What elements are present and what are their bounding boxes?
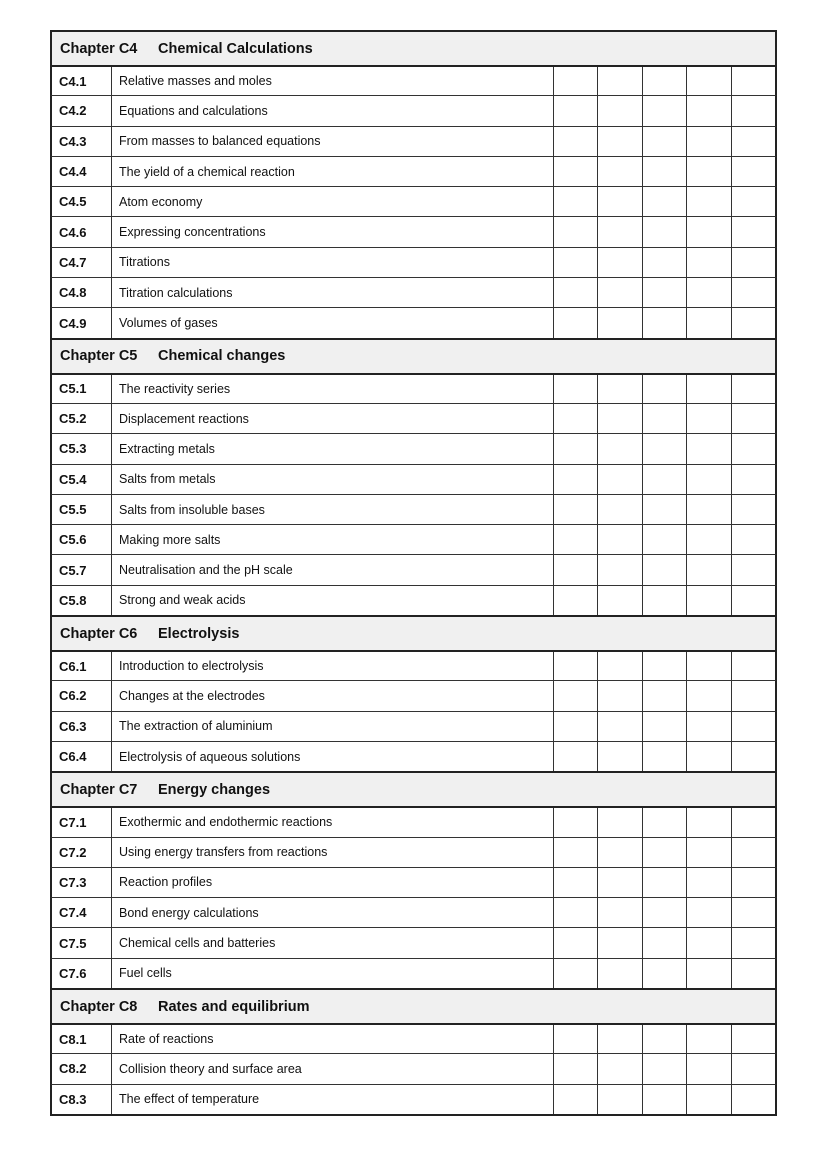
- tick-box[interactable]: [554, 681, 598, 710]
- tick-box[interactable]: [643, 742, 687, 771]
- topic-code: C7.5: [52, 928, 112, 957]
- topic-row: [50, 554, 777, 584]
- topic-code: C7.6: [52, 959, 112, 988]
- tick-box[interactable]: [598, 838, 642, 867]
- topic-title: Titration calculations: [112, 278, 554, 307]
- tick-box[interactable]: [554, 217, 598, 246]
- tick-box[interactable]: [554, 96, 598, 125]
- tick-box[interactable]: [687, 278, 731, 307]
- tick-box[interactable]: [687, 681, 731, 710]
- tick-box[interactable]: [598, 465, 642, 494]
- tick-box[interactable]: [598, 404, 642, 433]
- tick-box[interactable]: [732, 959, 775, 988]
- tick-box[interactable]: [732, 187, 775, 216]
- topic-title: The effect of temperature: [112, 1085, 554, 1114]
- tick-box[interactable]: [643, 681, 687, 710]
- tick-box[interactable]: [687, 248, 731, 277]
- tick-box[interactable]: [598, 928, 642, 957]
- tick-box[interactable]: [732, 928, 775, 957]
- tick-box[interactable]: [732, 681, 775, 710]
- topic-title: Changes at the electrodes: [112, 681, 554, 710]
- tick-box[interactable]: [643, 187, 687, 216]
- tick-box[interactable]: [598, 1025, 642, 1053]
- topic-row: [50, 216, 777, 246]
- topic-title: Strong and weak acids: [112, 586, 554, 615]
- topic-row: [50, 433, 777, 463]
- topic-row: [50, 524, 777, 554]
- topic-code: C8.3: [52, 1085, 112, 1114]
- topic-row: [50, 403, 777, 433]
- tick-box[interactable]: [598, 742, 642, 771]
- topic-title: Making more salts: [112, 525, 554, 554]
- tick-box[interactable]: [687, 187, 731, 216]
- tick-box[interactable]: [732, 157, 775, 186]
- topic-title: Atom economy: [112, 187, 554, 216]
- chapter-code: Chapter C6: [60, 625, 138, 642]
- tick-box[interactable]: [687, 465, 731, 494]
- tick-box[interactable]: [598, 712, 642, 741]
- tick-box[interactable]: [687, 1025, 731, 1053]
- topic-code: C6.4: [52, 742, 112, 771]
- topic-code: C7.3: [52, 868, 112, 897]
- tick-box[interactable]: [732, 898, 775, 927]
- tick-box[interactable]: [598, 217, 642, 246]
- tick-box[interactable]: [643, 1054, 687, 1083]
- topic-title: Expressing concentrations: [112, 217, 554, 246]
- tick-box[interactable]: [598, 652, 642, 680]
- tick-box[interactable]: [732, 434, 775, 463]
- tick-box[interactable]: [687, 838, 731, 867]
- tick-box[interactable]: [732, 278, 775, 307]
- chapter-header: [50, 30, 777, 65]
- topic-code: C8.2: [52, 1054, 112, 1083]
- topic-code: C4.9: [52, 308, 112, 337]
- topic-title: Rate of reactions: [112, 1025, 554, 1053]
- tick-box[interactable]: [643, 959, 687, 988]
- topic-row: [50, 958, 777, 988]
- tick-box[interactable]: [643, 375, 687, 403]
- topic-title: Chemical cells and batteries: [112, 928, 554, 957]
- tick-box[interactable]: [732, 1085, 775, 1114]
- tick-box[interactable]: [554, 157, 598, 186]
- tick-box[interactable]: [643, 127, 687, 156]
- topic-row: [50, 156, 777, 186]
- tick-box[interactable]: [732, 217, 775, 246]
- tick-box[interactable]: [643, 434, 687, 463]
- topic-row: [50, 186, 777, 216]
- topic-row: [50, 65, 777, 95]
- topic-row: [50, 95, 777, 125]
- chapter-code: Chapter C7: [60, 781, 138, 798]
- tick-box[interactable]: [687, 742, 731, 771]
- tick-box[interactable]: [554, 712, 598, 741]
- topic-row: [50, 277, 777, 307]
- tick-box[interactable]: [554, 67, 598, 95]
- tick-box[interactable]: [687, 712, 731, 741]
- topic-code: C5.1: [52, 375, 112, 403]
- topic-row: [50, 927, 777, 957]
- topic-title: Titrations: [112, 248, 554, 277]
- tick-box[interactable]: [598, 248, 642, 277]
- chapter-code: Chapter C4: [60, 40, 138, 57]
- tick-box[interactable]: [598, 1054, 642, 1083]
- tick-box[interactable]: [732, 404, 775, 433]
- tick-box[interactable]: [554, 1054, 598, 1083]
- tick-box[interactable]: [732, 555, 775, 584]
- topic-row: [50, 867, 777, 897]
- tick-box[interactable]: [687, 157, 731, 186]
- topic-title: Fuel cells: [112, 959, 554, 988]
- tick-box[interactable]: [732, 308, 775, 337]
- topic-title: Equations and calculations: [112, 96, 554, 125]
- tick-box[interactable]: [598, 187, 642, 216]
- tick-box[interactable]: [643, 465, 687, 494]
- table-bottom-border: [50, 1114, 777, 1116]
- tick-box[interactable]: [687, 127, 731, 156]
- chapter-header: [50, 988, 777, 1023]
- tick-box[interactable]: [598, 898, 642, 927]
- topic-row: [50, 585, 777, 615]
- topic-row: [50, 307, 777, 337]
- tick-box[interactable]: [687, 928, 731, 957]
- tick-box[interactable]: [598, 96, 642, 125]
- tick-box[interactable]: [554, 525, 598, 554]
- topic-title: The yield of a chemical reaction: [112, 157, 554, 186]
- tick-box[interactable]: [554, 495, 598, 524]
- tick-box[interactable]: [643, 898, 687, 927]
- tick-box[interactable]: [643, 652, 687, 680]
- tick-box[interactable]: [643, 217, 687, 246]
- tick-box[interactable]: [643, 495, 687, 524]
- tick-box[interactable]: [643, 278, 687, 307]
- tick-box[interactable]: [598, 308, 642, 337]
- tick-box[interactable]: [732, 96, 775, 125]
- tick-box[interactable]: [598, 67, 642, 95]
- tick-box[interactable]: [687, 1054, 731, 1083]
- tick-box[interactable]: [598, 681, 642, 710]
- topic-title: Relative masses and moles: [112, 67, 554, 95]
- tick-box[interactable]: [732, 248, 775, 277]
- topic-row: [50, 650, 777, 680]
- chapter-title: Chemical Calculations: [158, 40, 313, 57]
- tick-box[interactable]: [643, 248, 687, 277]
- tick-box[interactable]: [598, 959, 642, 988]
- topic-code: C5.7: [52, 555, 112, 584]
- tick-box[interactable]: [554, 1085, 598, 1114]
- topic-code: C4.3: [52, 127, 112, 156]
- tick-box[interactable]: [554, 652, 598, 680]
- topic-title: Exothermic and endothermic reactions: [112, 808, 554, 836]
- topic-title: Using energy transfers from reactions: [112, 838, 554, 867]
- tick-box[interactable]: [732, 375, 775, 403]
- tick-box[interactable]: [554, 898, 598, 927]
- tick-box[interactable]: [732, 127, 775, 156]
- chapter-header: [50, 771, 777, 806]
- tick-box[interactable]: [554, 928, 598, 957]
- checklist-table: [50, 30, 777, 1116]
- tick-box[interactable]: [598, 1085, 642, 1114]
- chapter-code: Chapter C5: [60, 348, 138, 365]
- chapter-title: Energy changes: [158, 781, 271, 798]
- chapter-header: [50, 338, 777, 373]
- tick-box[interactable]: [643, 308, 687, 337]
- topic-row: [50, 806, 777, 836]
- tick-box[interactable]: [687, 217, 731, 246]
- tick-box[interactable]: [554, 838, 598, 867]
- tick-box[interactable]: [598, 434, 642, 463]
- topic-code: C4.2: [52, 96, 112, 125]
- tick-box[interactable]: [598, 868, 642, 897]
- topic-title: The extraction of aluminium: [112, 712, 554, 741]
- tick-box[interactable]: [598, 127, 642, 156]
- tick-box[interactable]: [643, 928, 687, 957]
- topic-code: C5.5: [52, 495, 112, 524]
- topic-title: Reaction profiles: [112, 868, 554, 897]
- tick-box[interactable]: [598, 808, 642, 836]
- tick-box[interactable]: [732, 465, 775, 494]
- tick-box[interactable]: [598, 525, 642, 554]
- tick-box[interactable]: [643, 404, 687, 433]
- chapter-title: Rates and equilibrium: [158, 998, 310, 1015]
- tick-box[interactable]: [554, 868, 598, 897]
- topic-code: C4.1: [52, 67, 112, 95]
- topic-title: Neutralisation and the pH scale: [112, 555, 554, 584]
- tick-box[interactable]: [687, 808, 731, 836]
- topic-row: [50, 1084, 777, 1114]
- topic-code: C5.3: [52, 434, 112, 463]
- tick-box[interactable]: [643, 586, 687, 615]
- topic-row: [50, 711, 777, 741]
- tick-box[interactable]: [554, 959, 598, 988]
- tick-box[interactable]: [687, 586, 731, 615]
- tick-box[interactable]: [732, 742, 775, 771]
- topic-title: Electrolysis of aqueous solutions: [112, 742, 554, 771]
- chapter-code: Chapter C8: [60, 998, 138, 1015]
- topic-title: Salts from insoluble bases: [112, 495, 554, 524]
- tick-box[interactable]: [554, 742, 598, 771]
- topic-row: [50, 1023, 777, 1053]
- tick-box[interactable]: [732, 712, 775, 741]
- topic-code: C7.2: [52, 838, 112, 867]
- topic-row: [50, 247, 777, 277]
- chapter-title: Chemical changes: [158, 348, 286, 365]
- tick-box[interactable]: [598, 375, 642, 403]
- topic-code: C5.8: [52, 586, 112, 615]
- tick-box[interactable]: [643, 838, 687, 867]
- topic-code: C5.6: [52, 525, 112, 554]
- tick-box[interactable]: [554, 555, 598, 584]
- tick-box[interactable]: [554, 308, 598, 337]
- topic-row: [50, 680, 777, 710]
- tick-box[interactable]: [643, 808, 687, 836]
- tick-box[interactable]: [687, 375, 731, 403]
- topic-row: [50, 126, 777, 156]
- tick-box[interactable]: [643, 868, 687, 897]
- tick-box[interactable]: [732, 1054, 775, 1083]
- tick-box[interactable]: [598, 586, 642, 615]
- topic-row: [50, 464, 777, 494]
- tick-box[interactable]: [598, 157, 642, 186]
- tick-box[interactable]: [554, 278, 598, 307]
- tick-box[interactable]: [687, 434, 731, 463]
- topic-code: C5.4: [52, 465, 112, 494]
- tick-box[interactable]: [687, 495, 731, 524]
- topic-code: C7.4: [52, 898, 112, 927]
- tick-box[interactable]: [643, 525, 687, 554]
- topic-code: C4.7: [52, 248, 112, 277]
- tick-box[interactable]: [643, 96, 687, 125]
- tick-box[interactable]: [687, 525, 731, 554]
- tick-box[interactable]: [598, 278, 642, 307]
- tick-box[interactable]: [643, 1085, 687, 1114]
- topic-code: C4.5: [52, 187, 112, 216]
- topic-title: The reactivity series: [112, 375, 554, 403]
- topic-row: [50, 373, 777, 403]
- tick-box[interactable]: [687, 959, 731, 988]
- topic-row: [50, 494, 777, 524]
- tick-box[interactable]: [687, 868, 731, 897]
- topic-code: C6.1: [52, 652, 112, 680]
- tick-box[interactable]: [554, 248, 598, 277]
- tick-box[interactable]: [643, 67, 687, 95]
- topic-row: [50, 897, 777, 927]
- tick-box[interactable]: [643, 1025, 687, 1053]
- tick-box[interactable]: [554, 375, 598, 403]
- tick-box[interactable]: [687, 96, 731, 125]
- tick-box[interactable]: [554, 586, 598, 615]
- tick-box[interactable]: [554, 1025, 598, 1053]
- chapter-title: Electrolysis: [158, 625, 240, 642]
- tick-box[interactable]: [687, 652, 731, 680]
- tick-box[interactable]: [687, 404, 731, 433]
- tick-box[interactable]: [732, 808, 775, 836]
- topic-code: C8.1: [52, 1025, 112, 1053]
- topic-title: Displacement reactions: [112, 404, 554, 433]
- topic-code: C6.2: [52, 681, 112, 710]
- tick-box[interactable]: [687, 898, 731, 927]
- tick-box[interactable]: [732, 586, 775, 615]
- topic-code: C4.8: [52, 278, 112, 307]
- tick-box[interactable]: [554, 808, 598, 836]
- tick-box[interactable]: [687, 1085, 731, 1114]
- topic-title: Introduction to electrolysis: [112, 652, 554, 680]
- topic-code: C4.6: [52, 217, 112, 246]
- tick-box[interactable]: [643, 555, 687, 584]
- tick-box[interactable]: [554, 434, 598, 463]
- topic-row: [50, 1053, 777, 1083]
- tick-box[interactable]: [643, 157, 687, 186]
- topic-title: From masses to balanced equations: [112, 127, 554, 156]
- topic-code: C7.1: [52, 808, 112, 836]
- tick-box[interactable]: [554, 127, 598, 156]
- topic-title: Salts from metals: [112, 465, 554, 494]
- topic-title: Volumes of gases: [112, 308, 554, 337]
- tick-box[interactable]: [687, 67, 731, 95]
- tick-box[interactable]: [554, 404, 598, 433]
- tick-box[interactable]: [732, 1025, 775, 1053]
- tick-box[interactable]: [598, 495, 642, 524]
- tick-box[interactable]: [554, 187, 598, 216]
- tick-box[interactable]: [598, 555, 642, 584]
- topic-title: Extracting metals: [112, 434, 554, 463]
- topic-code: C6.3: [52, 712, 112, 741]
- chapter-header: [50, 615, 777, 650]
- tick-box[interactable]: [732, 495, 775, 524]
- topic-title: Collision theory and surface area: [112, 1054, 554, 1083]
- topic-code: C4.4: [52, 157, 112, 186]
- topic-title: Bond energy calculations: [112, 898, 554, 927]
- tick-box[interactable]: [687, 308, 731, 337]
- tick-box[interactable]: [732, 868, 775, 897]
- tick-box[interactable]: [643, 712, 687, 741]
- tick-box[interactable]: [732, 652, 775, 680]
- topic-row: [50, 837, 777, 867]
- tick-box[interactable]: [687, 555, 731, 584]
- tick-box[interactable]: [732, 838, 775, 867]
- tick-box[interactable]: [732, 525, 775, 554]
- tick-box[interactable]: [554, 465, 598, 494]
- topic-code: C5.2: [52, 404, 112, 433]
- tick-box[interactable]: [732, 67, 775, 95]
- topic-row: [50, 741, 777, 771]
